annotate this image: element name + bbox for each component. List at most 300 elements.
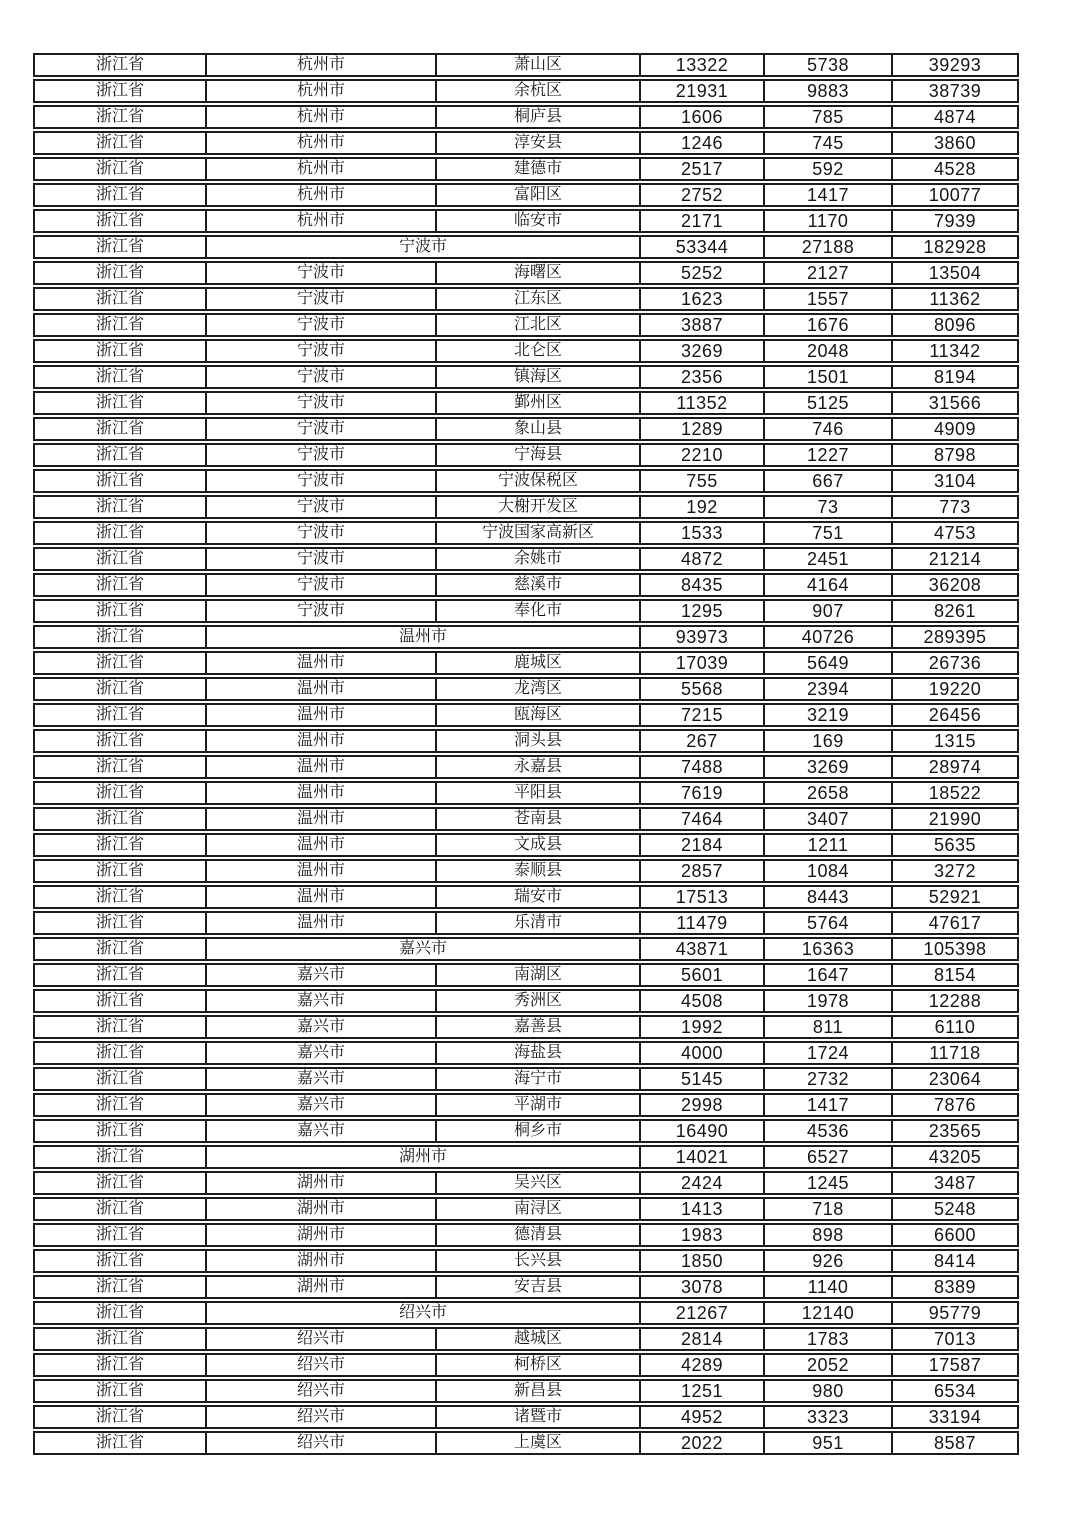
cell-province: 浙江省 <box>35 757 207 777</box>
cell-value-1: 2356 <box>641 367 765 387</box>
cell-value-3: 8389 <box>933 1277 977 1297</box>
cell-value-1: 7215 <box>641 705 765 725</box>
cell-value-2: 1417 <box>765 185 893 205</box>
cell-value-3: 13504 <box>928 263 982 283</box>
table-row <box>33 183 1019 207</box>
cell-province: 浙江省 <box>35 471 207 491</box>
cell-city: 嘉兴市 <box>207 1095 437 1115</box>
table-row <box>33 521 1019 545</box>
cell-city: 湖州市 <box>207 1225 437 1245</box>
cell-district: 文成县 <box>437 835 641 855</box>
cell-district: 海曙区 <box>437 263 641 283</box>
cell-value-1: 5601 <box>641 965 765 985</box>
cell-value-2: 1417 <box>765 1095 893 1115</box>
table-row <box>33 339 1019 363</box>
cell-value-2: 27188 <box>765 237 893 257</box>
cell-city: 宁波市 <box>207 419 437 439</box>
cell-district: 德清县 <box>437 1225 641 1245</box>
cell-value-1: 11479 <box>641 913 765 933</box>
table-row <box>33 755 1019 779</box>
cell-city: 宁波市 <box>207 575 437 595</box>
cell-value-1: 1289 <box>641 419 765 439</box>
cell-value-1: 4872 <box>641 549 765 569</box>
cell-district: 泰顺县 <box>437 861 641 881</box>
cell-value-3: 8798 <box>933 445 977 465</box>
cell-value-3: 4528 <box>933 159 977 179</box>
cell-district: 鄞州区 <box>437 393 641 413</box>
cell-value-1: 21931 <box>641 81 765 101</box>
cell-province: 浙江省 <box>35 1121 207 1141</box>
cell-province: 浙江省 <box>35 1381 207 1401</box>
cell-province: 浙江省 <box>35 497 207 517</box>
cell-city: 嘉兴市 <box>207 1017 437 1037</box>
table-row <box>33 157 1019 181</box>
cell-value-2: 3219 <box>765 705 893 725</box>
cell-city: 宁波市 <box>207 601 437 621</box>
cell-value-2: 751 <box>765 523 893 543</box>
cell-district: 奉化市 <box>437 601 641 621</box>
cell-value-2: 2451 <box>765 549 893 569</box>
cell-value-2: 1140 <box>765 1277 893 1297</box>
cell-district: 萧山区 <box>437 55 641 75</box>
cell-value-1: 17039 <box>641 653 765 673</box>
cell-province: 浙江省 <box>35 159 207 179</box>
cell-city: 绍兴市 <box>207 1303 641 1323</box>
cell-value-1: 2424 <box>641 1173 765 1193</box>
cell-value-3: 12288 <box>928 991 982 1011</box>
cell-value-1: 2752 <box>641 185 765 205</box>
cell-value-3: 23064 <box>928 1069 982 1089</box>
cell-district: 嘉善县 <box>437 1017 641 1037</box>
cell-district: 海宁市 <box>437 1069 641 1089</box>
cell-value-2: 1724 <box>765 1043 893 1063</box>
cell-city: 温州市 <box>207 705 437 725</box>
cell-district: 苍南县 <box>437 809 641 829</box>
cell-value-3: 3487 <box>933 1173 977 1193</box>
cell-district: 越城区 <box>437 1329 641 1349</box>
table-row <box>33 1171 1019 1195</box>
cell-value-3: 1315 <box>933 731 977 751</box>
cell-district: 宁海县 <box>437 445 641 465</box>
cell-value-1: 1251 <box>641 1381 765 1401</box>
table-row <box>33 729 1019 753</box>
cell-city: 杭州市 <box>207 133 437 153</box>
cell-province: 浙江省 <box>35 523 207 543</box>
cell-value-3: 8587 <box>933 1433 977 1453</box>
cell-value-3: 8261 <box>933 601 977 621</box>
table-row <box>33 1353 1019 1377</box>
cell-district: 吴兴区 <box>437 1173 641 1193</box>
cell-value-1: 8435 <box>641 575 765 595</box>
cell-province: 浙江省 <box>35 1433 207 1453</box>
cell-province: 浙江省 <box>35 1355 207 1375</box>
cell-value-1: 267 <box>641 731 765 751</box>
data-table <box>33 53 1019 1457</box>
cell-value-2: 1170 <box>765 211 893 231</box>
cell-city: 温州市 <box>207 679 437 699</box>
cell-province: 浙江省 <box>35 1147 207 1167</box>
cell-value-1: 2517 <box>641 159 765 179</box>
cell-province: 浙江省 <box>35 627 207 647</box>
cell-value-2: 907 <box>765 601 893 621</box>
cell-city: 杭州市 <box>207 211 437 231</box>
table-row <box>33 1197 1019 1221</box>
cell-value-1: 7619 <box>641 783 765 803</box>
cell-district: 海盐县 <box>437 1043 641 1063</box>
cell-province: 浙江省 <box>35 1043 207 1063</box>
cell-province: 浙江省 <box>35 575 207 595</box>
cell-city: 宁波市 <box>207 393 437 413</box>
cell-value-2: 16363 <box>765 939 893 959</box>
cell-city: 温州市 <box>207 731 437 751</box>
cell-district: 平阳县 <box>437 783 641 803</box>
cell-province: 浙江省 <box>35 289 207 309</box>
cell-value-2: 9883 <box>765 81 893 101</box>
cell-value-1: 43871 <box>641 939 765 959</box>
cell-value-2: 12140 <box>765 1303 893 1323</box>
cell-value-2: 6527 <box>765 1147 893 1167</box>
cell-value-2: 2658 <box>765 783 893 803</box>
cell-province: 浙江省 <box>35 263 207 283</box>
table-row <box>33 209 1019 233</box>
table-row <box>33 677 1019 701</box>
cell-province: 浙江省 <box>35 185 207 205</box>
cell-province: 浙江省 <box>35 107 207 127</box>
cell-value-1: 3078 <box>641 1277 765 1297</box>
table-row <box>33 911 1019 935</box>
cell-city: 湖州市 <box>207 1173 437 1193</box>
cell-value-2: 5764 <box>765 913 893 933</box>
cell-province: 浙江省 <box>35 1225 207 1245</box>
cell-province: 浙江省 <box>35 1017 207 1037</box>
cell-value-1: 755 <box>641 471 765 491</box>
table-row <box>33 79 1019 103</box>
cell-value-1: 2184 <box>641 835 765 855</box>
cell-value-2: 3407 <box>765 809 893 829</box>
cell-value-2: 745 <box>765 133 893 153</box>
cell-city: 湖州市 <box>207 1147 641 1167</box>
cell-value-3: 47617 <box>928 913 982 933</box>
table-row <box>33 781 1019 805</box>
table-row <box>33 807 1019 831</box>
cell-value-1: 1850 <box>641 1251 765 1271</box>
cell-value-3: 4874 <box>933 107 977 127</box>
cell-province: 浙江省 <box>35 653 207 673</box>
cell-city: 温州市 <box>207 861 437 881</box>
cell-city: 湖州市 <box>207 1199 437 1219</box>
cell-value-3: 8194 <box>933 367 977 387</box>
cell-value-3: 773 <box>939 497 971 517</box>
cell-province: 浙江省 <box>35 939 207 959</box>
cell-value-3: 11362 <box>929 289 981 309</box>
cell-city: 温州市 <box>207 653 437 673</box>
cell-value-2: 40726 <box>765 627 893 647</box>
cell-province: 浙江省 <box>35 679 207 699</box>
cell-city: 绍兴市 <box>207 1433 437 1453</box>
cell-district: 桐庐县 <box>437 107 641 127</box>
cell-value-3: 17587 <box>928 1355 982 1375</box>
cell-value-1: 2171 <box>641 211 765 231</box>
cell-district: 龙湾区 <box>437 679 641 699</box>
cell-district: 上虞区 <box>437 1433 641 1453</box>
cell-city: 嘉兴市 <box>207 991 437 1011</box>
cell-district: 秀洲区 <box>437 991 641 1011</box>
table-row-city-total <box>33 1301 1019 1325</box>
cell-district: 永嘉县 <box>437 757 641 777</box>
cell-district: 瓯海区 <box>437 705 641 725</box>
cell-district: 宁波保税区 <box>437 471 641 491</box>
table-row <box>33 703 1019 727</box>
cell-province: 浙江省 <box>35 965 207 985</box>
cell-value-3: 39293 <box>928 55 982 75</box>
cell-city: 杭州市 <box>207 159 437 179</box>
cell-value-3: 19220 <box>928 679 982 699</box>
table-row <box>33 287 1019 311</box>
cell-value-1: 1246 <box>641 133 765 153</box>
cell-city: 宁波市 <box>207 263 437 283</box>
cell-value-1: 13322 <box>641 55 765 75</box>
cell-value-2: 2732 <box>765 1069 893 1089</box>
cell-value-1: 11352 <box>641 393 765 413</box>
cell-province: 浙江省 <box>35 1069 207 1089</box>
cell-value-3: 26456 <box>928 705 982 725</box>
cell-city: 宁波市 <box>207 497 437 517</box>
cell-city: 湖州市 <box>207 1251 437 1271</box>
cell-city: 宁波市 <box>207 549 437 569</box>
cell-district: 建德市 <box>437 159 641 179</box>
cell-value-3: 3272 <box>933 861 977 881</box>
cell-value-1: 7464 <box>641 809 765 829</box>
cell-value-3: 36208 <box>928 575 982 595</box>
cell-district: 洞头县 <box>437 731 641 751</box>
cell-district: 长兴县 <box>437 1251 641 1271</box>
cell-value-1: 7488 <box>641 757 765 777</box>
cell-district: 镇海区 <box>437 367 641 387</box>
cell-value-1: 1295 <box>641 601 765 621</box>
cell-province: 浙江省 <box>35 393 207 413</box>
cell-value-1: 3269 <box>641 341 765 361</box>
cell-value-1: 2814 <box>641 1329 765 1349</box>
table-row <box>33 261 1019 285</box>
cell-province: 浙江省 <box>35 367 207 387</box>
cell-province: 浙江省 <box>35 887 207 907</box>
cell-value-3: 105398 <box>923 939 987 959</box>
cell-value-2: 1084 <box>765 861 893 881</box>
cell-district: 南湖区 <box>437 965 641 985</box>
cell-value-3: 52921 <box>928 887 982 907</box>
cell-city: 宁波市 <box>207 237 641 257</box>
cell-value-2: 3323 <box>765 1407 893 1427</box>
table-row <box>33 105 1019 129</box>
cell-province: 浙江省 <box>35 81 207 101</box>
cell-value-3: 10077 <box>928 185 982 205</box>
cell-city: 嘉兴市 <box>207 1069 437 1089</box>
cell-value-3: 8414 <box>933 1251 977 1271</box>
cell-district: 北仑区 <box>437 341 641 361</box>
cell-value-3: 4753 <box>933 523 977 543</box>
cell-district: 柯桥区 <box>437 1355 641 1375</box>
cell-city: 杭州市 <box>207 81 437 101</box>
cell-value-2: 73 <box>765 497 893 517</box>
cell-province: 浙江省 <box>35 1173 207 1193</box>
cell-district: 慈溪市 <box>437 575 641 595</box>
table-row <box>33 1379 1019 1403</box>
cell-district: 乐清市 <box>437 913 641 933</box>
cell-value-2: 811 <box>765 1017 893 1037</box>
cell-value-3: 3104 <box>933 471 977 491</box>
cell-value-1: 4289 <box>641 1355 765 1375</box>
cell-city: 杭州市 <box>207 107 437 127</box>
cell-district: 南浔区 <box>437 1199 641 1219</box>
cell-province: 浙江省 <box>35 1095 207 1115</box>
cell-province: 浙江省 <box>35 445 207 465</box>
cell-value-1: 17513 <box>641 887 765 907</box>
cell-province: 浙江省 <box>35 419 207 439</box>
cell-value-2: 1245 <box>765 1173 893 1193</box>
cell-value-3: 11718 <box>929 1043 981 1063</box>
cell-value-2: 2394 <box>765 679 893 699</box>
cell-value-3: 8154 <box>933 965 977 985</box>
cell-value-3: 289395 <box>923 627 987 647</box>
cell-value-2: 592 <box>765 159 893 179</box>
cell-district: 象山县 <box>437 419 641 439</box>
table-row <box>33 443 1019 467</box>
cell-value-2: 718 <box>765 1199 893 1219</box>
cell-value-1: 4952 <box>641 1407 765 1427</box>
table-row <box>33 1223 1019 1247</box>
table-row <box>33 131 1019 155</box>
cell-value-2: 5125 <box>765 393 893 413</box>
cell-value-2: 2127 <box>765 263 893 283</box>
table-row <box>33 365 1019 389</box>
cell-value-1: 5145 <box>641 1069 765 1089</box>
table-row <box>33 859 1019 883</box>
table-row <box>33 1119 1019 1143</box>
cell-value-3: 6600 <box>933 1225 977 1245</box>
cell-city: 绍兴市 <box>207 1381 437 1401</box>
table-row <box>33 469 1019 493</box>
table-row-city-total <box>33 625 1019 649</box>
cell-value-3: 43205 <box>928 1147 982 1167</box>
cell-city: 绍兴市 <box>207 1329 437 1349</box>
cell-value-1: 2857 <box>641 861 765 881</box>
cell-value-3: 6534 <box>933 1381 977 1401</box>
cell-value-3: 7939 <box>933 211 977 231</box>
cell-city: 宁波市 <box>207 315 437 335</box>
cell-province: 浙江省 <box>35 601 207 621</box>
cell-province: 浙江省 <box>35 1277 207 1297</box>
cell-district: 江北区 <box>437 315 641 335</box>
cell-value-3: 26736 <box>928 653 982 673</box>
cell-value-2: 169 <box>765 731 893 751</box>
cell-city: 温州市 <box>207 835 437 855</box>
cell-value-3: 18522 <box>928 783 982 803</box>
cell-district: 余姚市 <box>437 549 641 569</box>
cell-value-2: 1978 <box>765 991 893 1011</box>
cell-city: 宁波市 <box>207 289 437 309</box>
cell-city: 温州市 <box>207 757 437 777</box>
cell-value-3: 33194 <box>928 1407 982 1427</box>
table-row <box>33 573 1019 597</box>
table-row <box>33 1431 1019 1455</box>
cell-value-3: 5635 <box>933 835 977 855</box>
cell-value-1: 2210 <box>641 445 765 465</box>
cell-value-3: 11342 <box>929 341 981 361</box>
cell-value-1: 4508 <box>641 991 765 1011</box>
cell-value-2: 1557 <box>765 289 893 309</box>
cell-district: 宁波国家高新区 <box>437 523 641 543</box>
cell-value-1: 1606 <box>641 107 765 127</box>
cell-value-1: 3887 <box>641 315 765 335</box>
cell-city: 温州市 <box>207 887 437 907</box>
cell-value-3: 38739 <box>928 81 982 101</box>
cell-province: 浙江省 <box>35 341 207 361</box>
cell-value-1: 1413 <box>641 1199 765 1219</box>
cell-city: 温州市 <box>207 627 641 647</box>
cell-value-2: 951 <box>765 1433 893 1453</box>
cell-province: 浙江省 <box>35 133 207 153</box>
table-row <box>33 53 1019 77</box>
cell-value-2: 1211 <box>765 835 893 855</box>
table-row <box>33 651 1019 675</box>
cell-value-2: 4164 <box>765 575 893 595</box>
table-row-city-total <box>33 235 1019 259</box>
cell-value-1: 5568 <box>641 679 765 699</box>
cell-district: 淳安县 <box>437 133 641 153</box>
cell-province: 浙江省 <box>35 913 207 933</box>
cell-province: 浙江省 <box>35 237 207 257</box>
table-row <box>33 1015 1019 1039</box>
table-row-city-total <box>33 1145 1019 1169</box>
cell-value-2: 898 <box>765 1225 893 1245</box>
cell-value-2: 2052 <box>765 1355 893 1375</box>
cell-value-3: 7013 <box>933 1329 977 1349</box>
table-row <box>33 417 1019 441</box>
cell-value-2: 1676 <box>765 315 893 335</box>
table-row <box>33 989 1019 1013</box>
cell-district: 桐乡市 <box>437 1121 641 1141</box>
table-row <box>33 1041 1019 1065</box>
table-row <box>33 547 1019 571</box>
cell-value-1: 16490 <box>641 1121 765 1141</box>
cell-province: 浙江省 <box>35 783 207 803</box>
cell-value-1: 93973 <box>641 627 765 647</box>
cell-city: 宁波市 <box>207 341 437 361</box>
cell-province: 浙江省 <box>35 705 207 725</box>
cell-value-3: 5248 <box>933 1199 977 1219</box>
table-row <box>33 1405 1019 1429</box>
cell-value-1: 192 <box>641 497 765 517</box>
cell-province: 浙江省 <box>35 1303 207 1323</box>
cell-city: 绍兴市 <box>207 1407 437 1427</box>
cell-province: 浙江省 <box>35 861 207 881</box>
cell-value-2: 980 <box>765 1381 893 1401</box>
table-row-city-total <box>33 937 1019 961</box>
table-row <box>33 495 1019 519</box>
cell-district: 江东区 <box>437 289 641 309</box>
cell-city: 嘉兴市 <box>207 965 437 985</box>
cell-value-3: 31566 <box>928 393 982 413</box>
cell-city: 杭州市 <box>207 55 437 75</box>
cell-value-3: 95779 <box>928 1303 982 1323</box>
cell-value-2: 8443 <box>765 887 893 907</box>
cell-value-2: 4536 <box>765 1121 893 1141</box>
cell-city: 宁波市 <box>207 471 437 491</box>
cell-value-1: 21267 <box>641 1303 765 1323</box>
cell-city: 宁波市 <box>207 523 437 543</box>
cell-district: 大榭开发区 <box>437 497 641 517</box>
cell-province: 浙江省 <box>35 549 207 569</box>
